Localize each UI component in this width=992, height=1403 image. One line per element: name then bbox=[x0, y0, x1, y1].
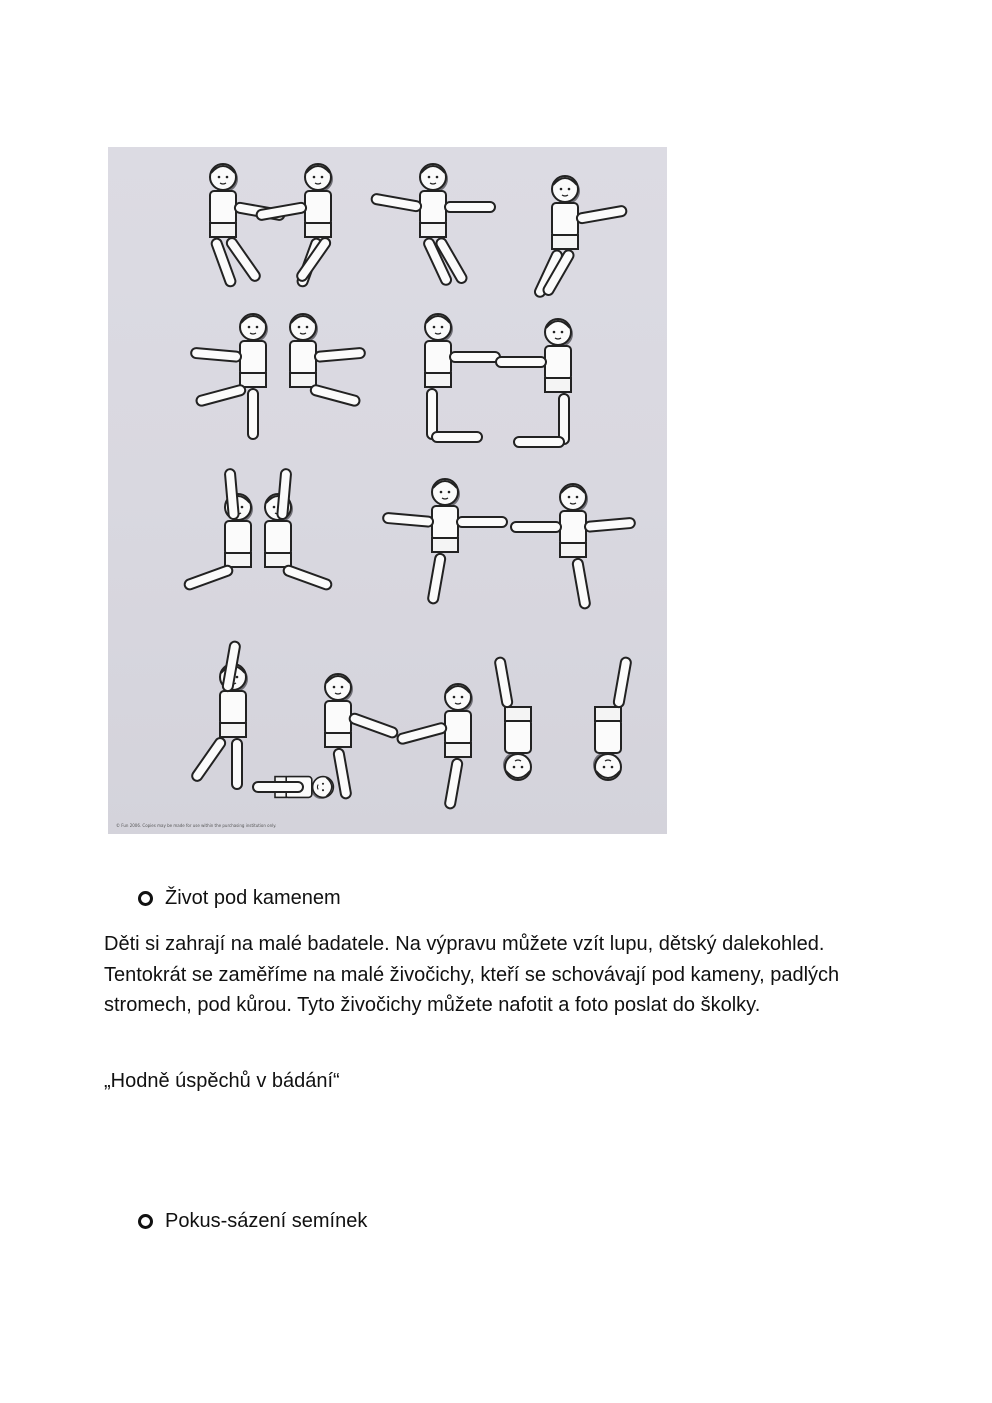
section-quote: „Hodně úspěchů v bádání“ bbox=[104, 1070, 340, 1092]
section-heading-pokus-sazeni-seminek bbox=[138, 1209, 367, 1233]
photo-copyright-caption: © Fun 2006. Copies may be made for use within the purchasing institution only. bbox=[116, 823, 277, 828]
children-figures-illustration bbox=[108, 147, 667, 834]
bullet-circle-icon bbox=[138, 1214, 153, 1229]
section-heading-text: Život pod kamenem bbox=[165, 887, 341, 909]
section-heading-zivot-pod-kamenem bbox=[138, 886, 341, 910]
bullet-circle-icon bbox=[138, 891, 153, 906]
section-paragraph: Děti si zahrají na malé badatele. Na výpravu můžete vzít lupu, dětský dalekohled. Tentokrát se zaměříme na malé živočichy, kteří se schovávají pod kameny, padlých stromech, pod kůrou. Tyto živočichy můžete nafotit a foto poslat do školky. bbox=[104, 933, 840, 1016]
section-heading-text: Pokus-sázení semínek bbox=[165, 1210, 368, 1232]
children-letters-photo bbox=[108, 147, 667, 834]
